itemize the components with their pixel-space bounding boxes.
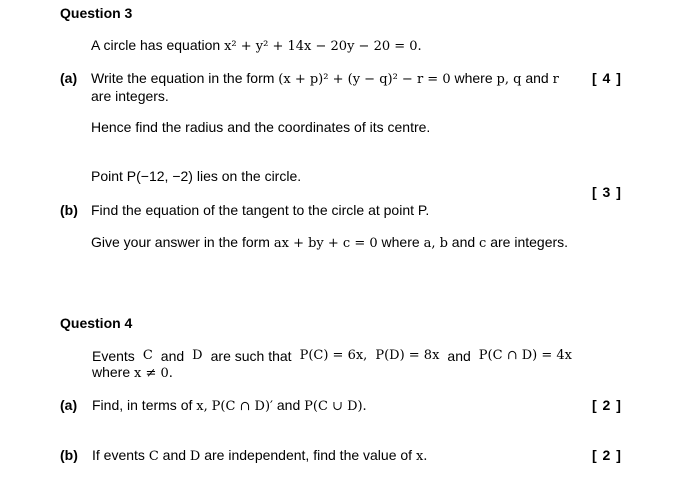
q4-intro-pcd: P(C ∩ D) = 4x: [478, 348, 572, 363]
q4-part-a-marks: [ 2 ]: [592, 397, 622, 413]
q3-part-b-var-c: c: [479, 236, 487, 251]
q4-part-a-label: (a): [60, 397, 78, 413]
q3-point-p-label: Point P: [91, 168, 137, 184]
q3-part-a-text: Write the equation in the form: [91, 70, 279, 86]
q4-intro-pc: P(C) = 6x,: [299, 348, 368, 363]
q3-part-b-give-text: Give your answer in the form: [91, 234, 274, 250]
q3-part-b-give: [91, 233, 568, 253]
q4-part-b-label: (b): [60, 447, 78, 463]
question-3-title: Question 3: [60, 5, 133, 21]
q3-part-a-vars-pq: p, q: [496, 72, 522, 87]
q3-part-b-give-after: are integers.: [486, 234, 569, 250]
q4-part-b-prompt: If events: [92, 447, 149, 463]
q4-part-a-and: and: [273, 397, 305, 413]
q4-intro-and1: and: [160, 348, 185, 364]
q4-part-a-expr1: P(C ∩ D)′: [211, 399, 273, 414]
q3-point-p: [91, 167, 301, 185]
q3-part-a-marks: [ 4 ]: [592, 70, 622, 86]
q4-intro-condition: x ≠ 0.: [134, 366, 173, 381]
q3-part-a-hence: Hence find the radius and the coordinates of its centre.: [91, 119, 431, 135]
q4-intro-line2: [92, 363, 173, 383]
q4-intro-pd: P(D) = 8x: [375, 348, 440, 363]
q4-part-b-event-d: D: [189, 449, 201, 464]
q4-part-b-var-x: x.: [415, 449, 428, 464]
q3-part-a-label: (a): [60, 70, 78, 86]
q3-part-a-form-equation: (x + p)² + (y − q)² − r = 0: [278, 72, 451, 87]
q3-intro: [91, 36, 422, 56]
q4-part-b-and: and: [158, 447, 190, 463]
q3-part-b-form-equation: ax + by + c = 0: [273, 236, 378, 251]
q3-part-a-where: where: [450, 70, 497, 86]
q3-circle-equation: x² + y² + 14x − 20y − 20 = 0.: [224, 39, 422, 54]
q3-part-b-label: (b): [60, 202, 78, 218]
q4-intro-events: Events: [92, 348, 135, 364]
q4-intro-are: are such that: [210, 348, 292, 364]
q3-part-b-marks: [ 3 ]: [592, 184, 622, 200]
q4-part-a-var-x: x,: [196, 399, 208, 414]
q4-part-b-event-c: C: [148, 449, 159, 464]
q3-point-p-coords: (−12, −2): [136, 168, 193, 184]
q4-part-a-expr2: P(C ∪ D).: [304, 399, 367, 414]
q3-part-b-and: and: [447, 234, 480, 250]
q3-part-b-where: where: [377, 234, 424, 250]
question-4-title: Question 4: [60, 315, 133, 331]
q3-part-b-vars-ab: a, b: [423, 236, 448, 251]
q4-part-b-text-after: are independent, find the value of: [200, 447, 416, 463]
q3-part-a-var-r: r: [552, 72, 559, 87]
q3-part-b-text: Find the equation of the tangent to the circle at point P.: [91, 202, 430, 218]
q4-intro-where: where: [92, 364, 135, 380]
q3-part-a-and: and: [521, 70, 553, 86]
q3-part-a-line1: [91, 69, 559, 89]
q3-point-p-text: lies on the circle.: [192, 168, 302, 184]
q4-part-a-prompt: Find, in terms of: [92, 397, 197, 413]
q3-part-a-line2: are integers.: [91, 88, 169, 104]
q4-intro-event-d: D: [192, 348, 203, 363]
q4-intro-event-c: C: [142, 348, 153, 363]
q4-part-a-text: [92, 396, 367, 416]
q4-intro-and2: and: [447, 348, 471, 364]
q4-part-b-text: [92, 446, 427, 466]
q4-part-b-marks: [ 2 ]: [592, 447, 622, 463]
q3-intro-text: A circle has equation: [91, 37, 225, 53]
